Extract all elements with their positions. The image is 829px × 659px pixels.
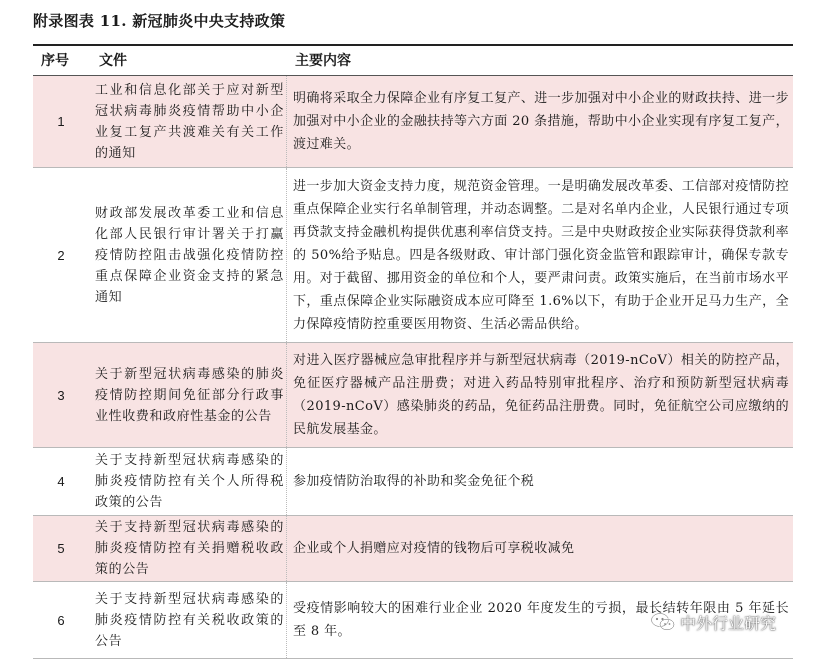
- row-content: 企业或个人捐赠应对疫情的钱物后可享税收减免: [293, 541, 575, 556]
- table-header: [33, 48, 793, 75]
- table-row: [33, 343, 793, 448]
- row-seq: 6: [57, 612, 65, 628]
- table-row: [33, 76, 793, 168]
- row-seq: 5: [57, 541, 65, 556]
- row-content: 明确将采取全力保障企业有序复工复产、进一步加强对中小企业的财政扶持、进一步加强对中小企业的金融扶持等六方面 20 条措施，帮助中小企业实现有序复工复产，渡过难关。: [293, 91, 789, 152]
- watermark-text: 中外行业研究: [680, 613, 777, 633]
- header-content: 主要内容: [295, 53, 351, 69]
- row-seq: 4: [57, 474, 65, 489]
- row-seq: 2: [57, 247, 65, 263]
- watermark: [650, 610, 776, 634]
- row-content: 参加疫情防治取得的补助和奖金免征个税: [293, 474, 535, 489]
- row-document: 关于支持新型冠状病毒感染的肺炎疫情防控有关个人所得税政策的公告: [89, 448, 287, 515]
- wechat-icon: [650, 612, 676, 632]
- row-document: 关于支持新型冠状病毒感染的肺炎疫情防控有关捐赠税收政策的公告: [89, 516, 287, 581]
- row-content: 对进入医疗器械应急审批程序并与新型冠状病毒（2019-nCoV）相关的防控产品，免征医疗器械产品注册费；对进入药品特别审批程序、治疗和预防新型冠状病毒（2019-nCoV）感染肺炎的药品，免征药品注册费。同时，免征航空公司应缴纳的民航发展基金。: [293, 353, 789, 437]
- row-content: 受疫情影响较大的困难行业企业 2020 年度发生的亏损，最长结转年限由 5 年延长至 8 年。: [293, 601, 789, 639]
- row-seq: 1: [57, 114, 65, 129]
- title-rule: [33, 44, 793, 46]
- figure-title: 附录图表 11. 新冠肺炎中央支持政策: [33, 12, 286, 30]
- row-document: 财政部发展改革委工业和信息化部人民银行审计署关于打赢疫情防控阻击战强化疫情防控重点保障企业资金支持的紧急通知: [89, 168, 287, 342]
- table-row: [33, 448, 793, 516]
- row-content: 进一步加大资金支持力度，规范资金管理。一是明确发展改革委、工信部对疫情防控重点保障企业实行名单制管理，并动态调整。二是对名单内企业，人民银行通过专项再贷款支持金融机构提供优惠利率信贷支持。三是中央财政按企业实际获得贷款利率的 50%给予贴息。四是各级财政、审计部门强化资金监管和跟踪审计，确保专款专用。对于截留、挪用资金的单位和个人，要严肃问责。政策实施后，在当前市场水平下，重点保障企业实际融资成本应可降至 1.6%以下，有助于企业开足马力生产，全力保障疫情防控重要医用物资、生活必需品供给。: [293, 178, 789, 332]
- policy-table: [33, 76, 793, 659]
- header-document: 文件: [99, 53, 127, 69]
- row-document: 关于新型冠状病毒感染的肺炎疫情防控期间免征部分行政事业性收费和政府性基金的公告: [89, 343, 287, 447]
- table-row: [33, 516, 793, 582]
- row-document: 工业和信息化部关于应对新型冠状病毒肺炎疫情帮助中小企业复工复产共渡难关有关工作的通知: [89, 76, 287, 167]
- row-document: 关于支持新型冠状病毒感染的肺炎疫情防控有关税收政策的公告: [89, 582, 287, 658]
- header-seq: 序号: [41, 53, 69, 69]
- table-row: [33, 168, 793, 343]
- row-seq: 3: [57, 387, 65, 403]
